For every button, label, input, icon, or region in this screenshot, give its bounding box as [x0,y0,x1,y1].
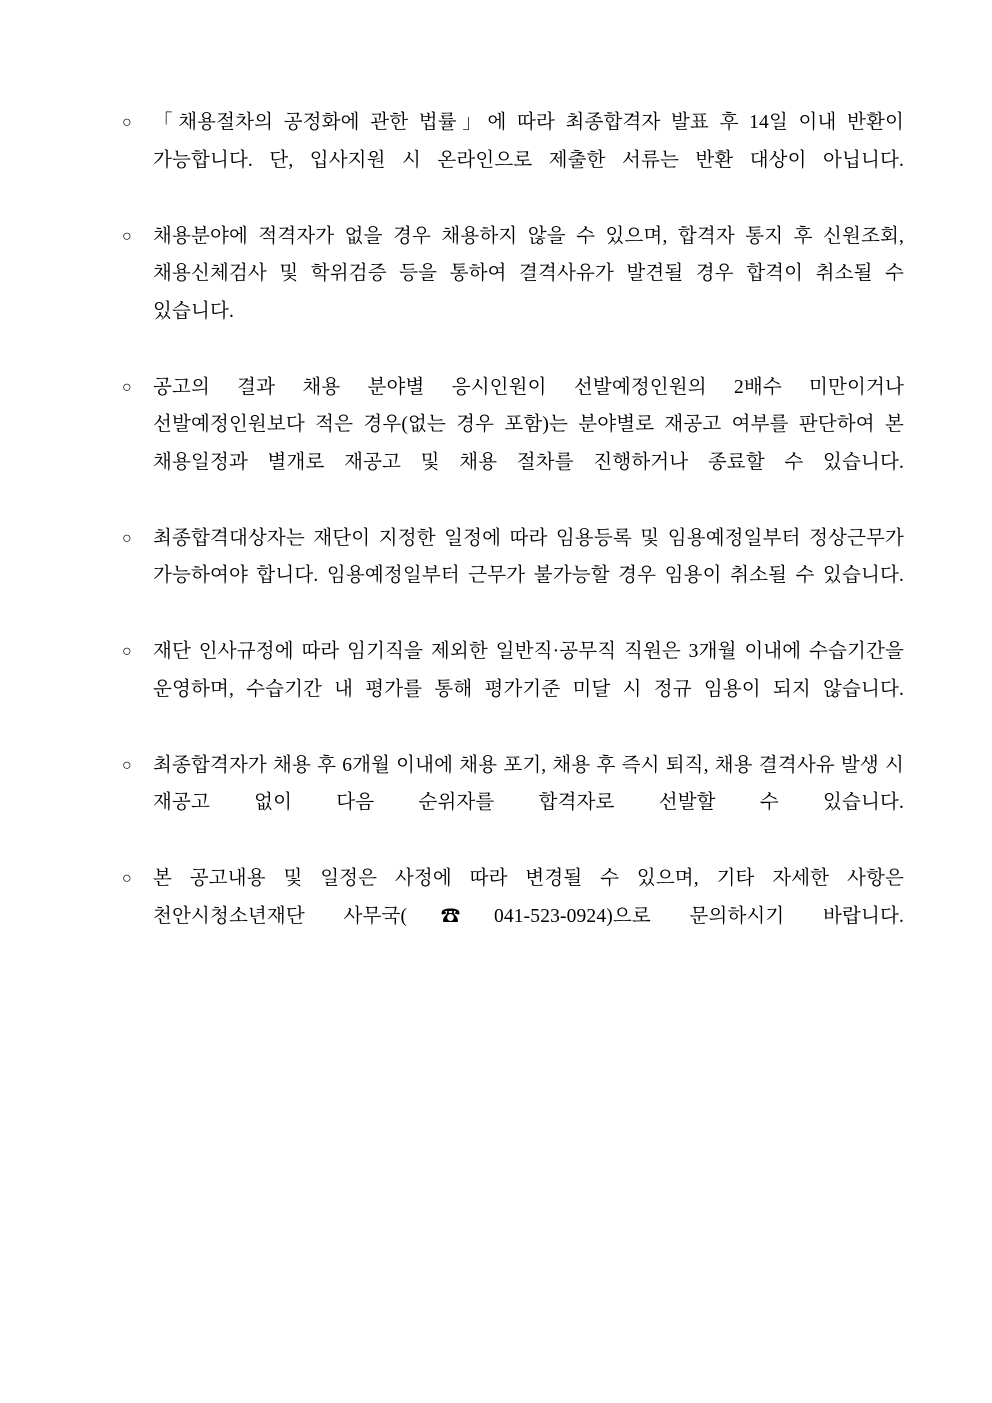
bullet-icon: ○ [122,529,132,547]
notice-text: 재단 인사규정에 따라 임기직을 제외한 일반직·공무직 직원은 3개월 이내에 수습기간을 운영하며, 수습기간 내 평가를 통해 평가기준 미달 시 정규 임용이 되지 않습니다. [153,641,904,700]
bullet-icon: ○ [122,643,132,660]
notice-text: 공고의 결과 채용 분야별 응시인원이 선발예정인원의 2배수 미만이거나 선발예정인원보다 적은 경우(없는 경우 포함)는 분야별로 재공고 여부를 판단하여 본 채용일정과 별개로 재공고 및 채용 절차를 진행하거나 종료할 수 있습니다. [153,376,904,473]
notice-text: 최종합격자가 채용 후 6개월 이내에 채용 포기, 채용 후 즉시 퇴직, 채용 결격사유 발생 시 재공고 없이 다음 순위자를 합격자로 선발할 수 있습니다. [153,754,904,813]
list-item [120,369,904,519]
bullet-icon: ○ [122,227,132,245]
list-item [120,633,904,746]
list-item [120,860,904,973]
bullet-icon: ○ [122,378,132,396]
list-item [120,104,904,217]
notice-text: 채용분야에 적격자가 없을 경우 채용하지 않을 수 있으며, 합격자 통지 후 신원조회, 채용신체검사 및 학위검증 등을 통하여 결격사유가 발견될 경우 합격이 취소될 수 있습니다. [153,225,904,322]
list-item [120,747,904,860]
notice-text: 본 공고내용 및 일정은 사정에 따라 변경될 수 있으며, 기타 자세한 사항은 천안시청소년재단 사무국(☎041-523-0924)으로 문의하시기 바랍니다. [153,868,904,927]
notice-text: 최종합격대상자는 재단이 지정한 일정에 따라 임용등록 및 임용예정일부터 정상근무가 가능하여야 합니다. 임용예정일부터 근무가 불가능할 경우 임용이 취소될 수 있습니다. [153,527,904,586]
list-item [120,520,904,633]
bullet-icon: ○ [122,870,132,887]
list-item [120,218,904,368]
notice-text: 「채용절차의 공정화에 관한 법률」에 따라 최종합격자 발표 후 14일 이내 반환이 가능합니다. 단, 입사지원 시 온라인으로 제출한 서류는 반환 대상이 아닙니다. [153,112,904,171]
notice-list [120,104,904,973]
bullet-icon: ○ [122,756,132,774]
bullet-icon: ○ [122,114,132,131]
